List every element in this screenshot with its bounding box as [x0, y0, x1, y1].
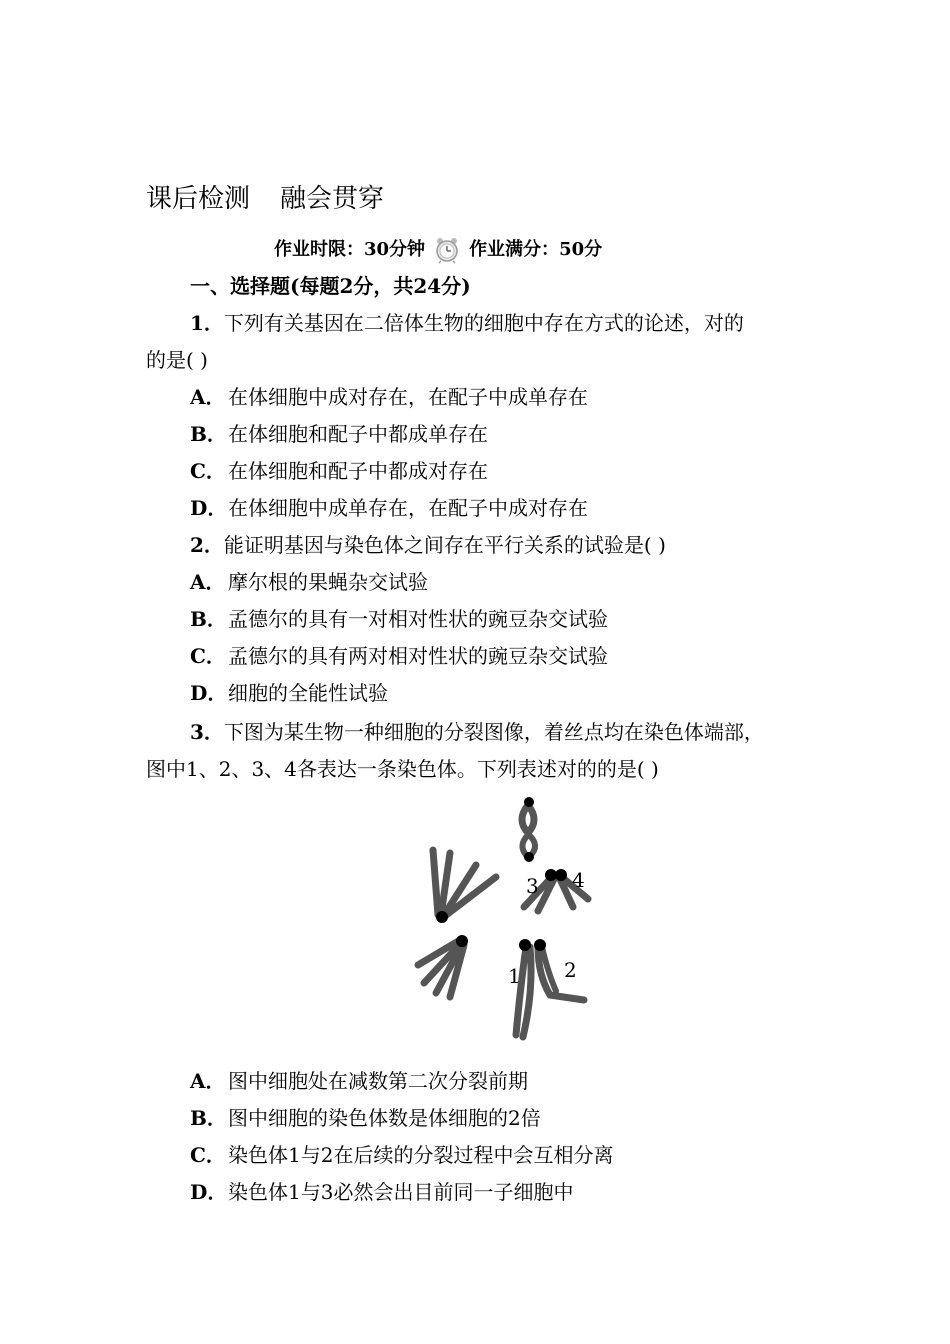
title-part1: 课后检测	[146, 184, 251, 214]
q3-option-c: C． 染色体1与2在后续的分裂过程中会互相分离	[190, 1143, 614, 1167]
q1-option-a: A． 在体细胞中成对存在，在配子中成单存在	[190, 385, 588, 409]
q2-option-c: C． 孟德尔的具有两对相对性状的豌豆杂交试验	[190, 644, 608, 668]
time-value: 30分钟	[364, 239, 426, 260]
figure-label-3: 3	[526, 874, 539, 898]
q1-stem-line1	[190, 311, 744, 335]
q3-option-a: A． 图中细胞处在减数第二次分裂前期	[190, 1069, 528, 1093]
q3-option-d: D．染色体1与3必然会出目前同一子细胞中	[190, 1180, 574, 1204]
q1-stem-text: 下列有关基因在二倍体生物的细胞中存在方式的论述，对的	[223, 311, 744, 335]
q2-option-b: B．孟德尔的具有一对相对性状的豌豆杂交试验	[190, 607, 608, 631]
page-title	[146, 182, 384, 216]
figure-label-4: 4	[572, 868, 585, 892]
q2-number: 2．	[190, 533, 224, 557]
q2-stem	[190, 533, 666, 557]
homework-meta	[274, 236, 602, 264]
time-label: 作业时限：	[274, 239, 364, 260]
q3-stem-line1	[190, 720, 764, 744]
q1-option-d: D．在体细胞中成单存在，在配子中成对存在	[190, 496, 588, 520]
q1-option-c: C． 在体细胞和配子中都成对存在	[190, 459, 488, 483]
q1-stem-line2: 的是( )	[146, 348, 208, 372]
q3-stem-text: 下图为某生物一种细胞的分裂图像，着丝点均在染色体端部，	[223, 720, 764, 744]
alarm-clock-icon	[433, 236, 461, 264]
figure-label-2: 2	[564, 958, 577, 982]
figure-label-1: 1	[508, 964, 521, 988]
q3-number: 3．	[190, 720, 224, 744]
q3-stem-line2: 图中1、2、3、4各表达一条染色体。下列表述对的的是( )	[146, 757, 659, 781]
q2-option-d: D．细胞的全能性试验	[190, 681, 388, 705]
score-value: 50分	[559, 239, 603, 260]
q2-option-a: A． 摩尔根的果蝇杂交试验	[190, 570, 428, 594]
chromosome-figure	[388, 795, 598, 1045]
q2-stem-text: 能证明基因与染色体之间存在平行关系的试验是( )	[223, 533, 666, 557]
q3-option-b: B．图中细胞的染色体数是体细胞的2倍	[190, 1106, 541, 1130]
q1-option-b: B．在体细胞和配子中都成单存在	[190, 422, 488, 446]
title-part2: 融会贯穿	[280, 184, 385, 214]
score-label: 作业满分：	[469, 239, 560, 260]
section-heading: 一、选择题(每题2分，共24分)	[190, 274, 471, 298]
q1-number: 1．	[190, 311, 224, 335]
